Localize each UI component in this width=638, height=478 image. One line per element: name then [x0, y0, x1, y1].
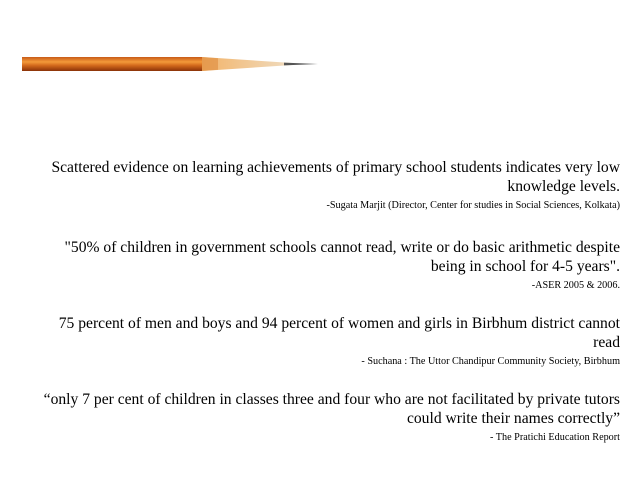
quote-source: - The Pratichi Education Report: [490, 432, 620, 443]
quote-source: -Sugata Marjit (Director, Center for studies in Social Sciences, Kolkata): [326, 200, 620, 211]
quote-block: [40, 314, 620, 369]
quote-block: [40, 158, 620, 213]
quote-source: - Suchana : The Uttor Chandipur Community Society, Birbhum: [361, 356, 620, 367]
quote-text: 75 percent of men and boys and 94 percent of women and girls in Birbhum district cannot read: [58, 315, 620, 351]
quote-text: Scattered evidence on learning achievements of primary school students indicates very low knowledge levels.: [51, 159, 620, 195]
quote-text: “only 7 per cent of children in classes three and four who are not facilitated by private tutors could write their names correctly”: [43, 391, 620, 427]
pencil-icon: [22, 54, 318, 74]
quote-source: -ASER 2005 & 2006.: [531, 280, 620, 291]
quote-text: "50% of children in government schools cannot read, write or do basic arithmetic despite being in school for 4-5 years".: [64, 239, 620, 275]
quote-block: [40, 238, 620, 293]
quotes-section: [40, 158, 620, 445]
quote-block: [40, 390, 620, 445]
